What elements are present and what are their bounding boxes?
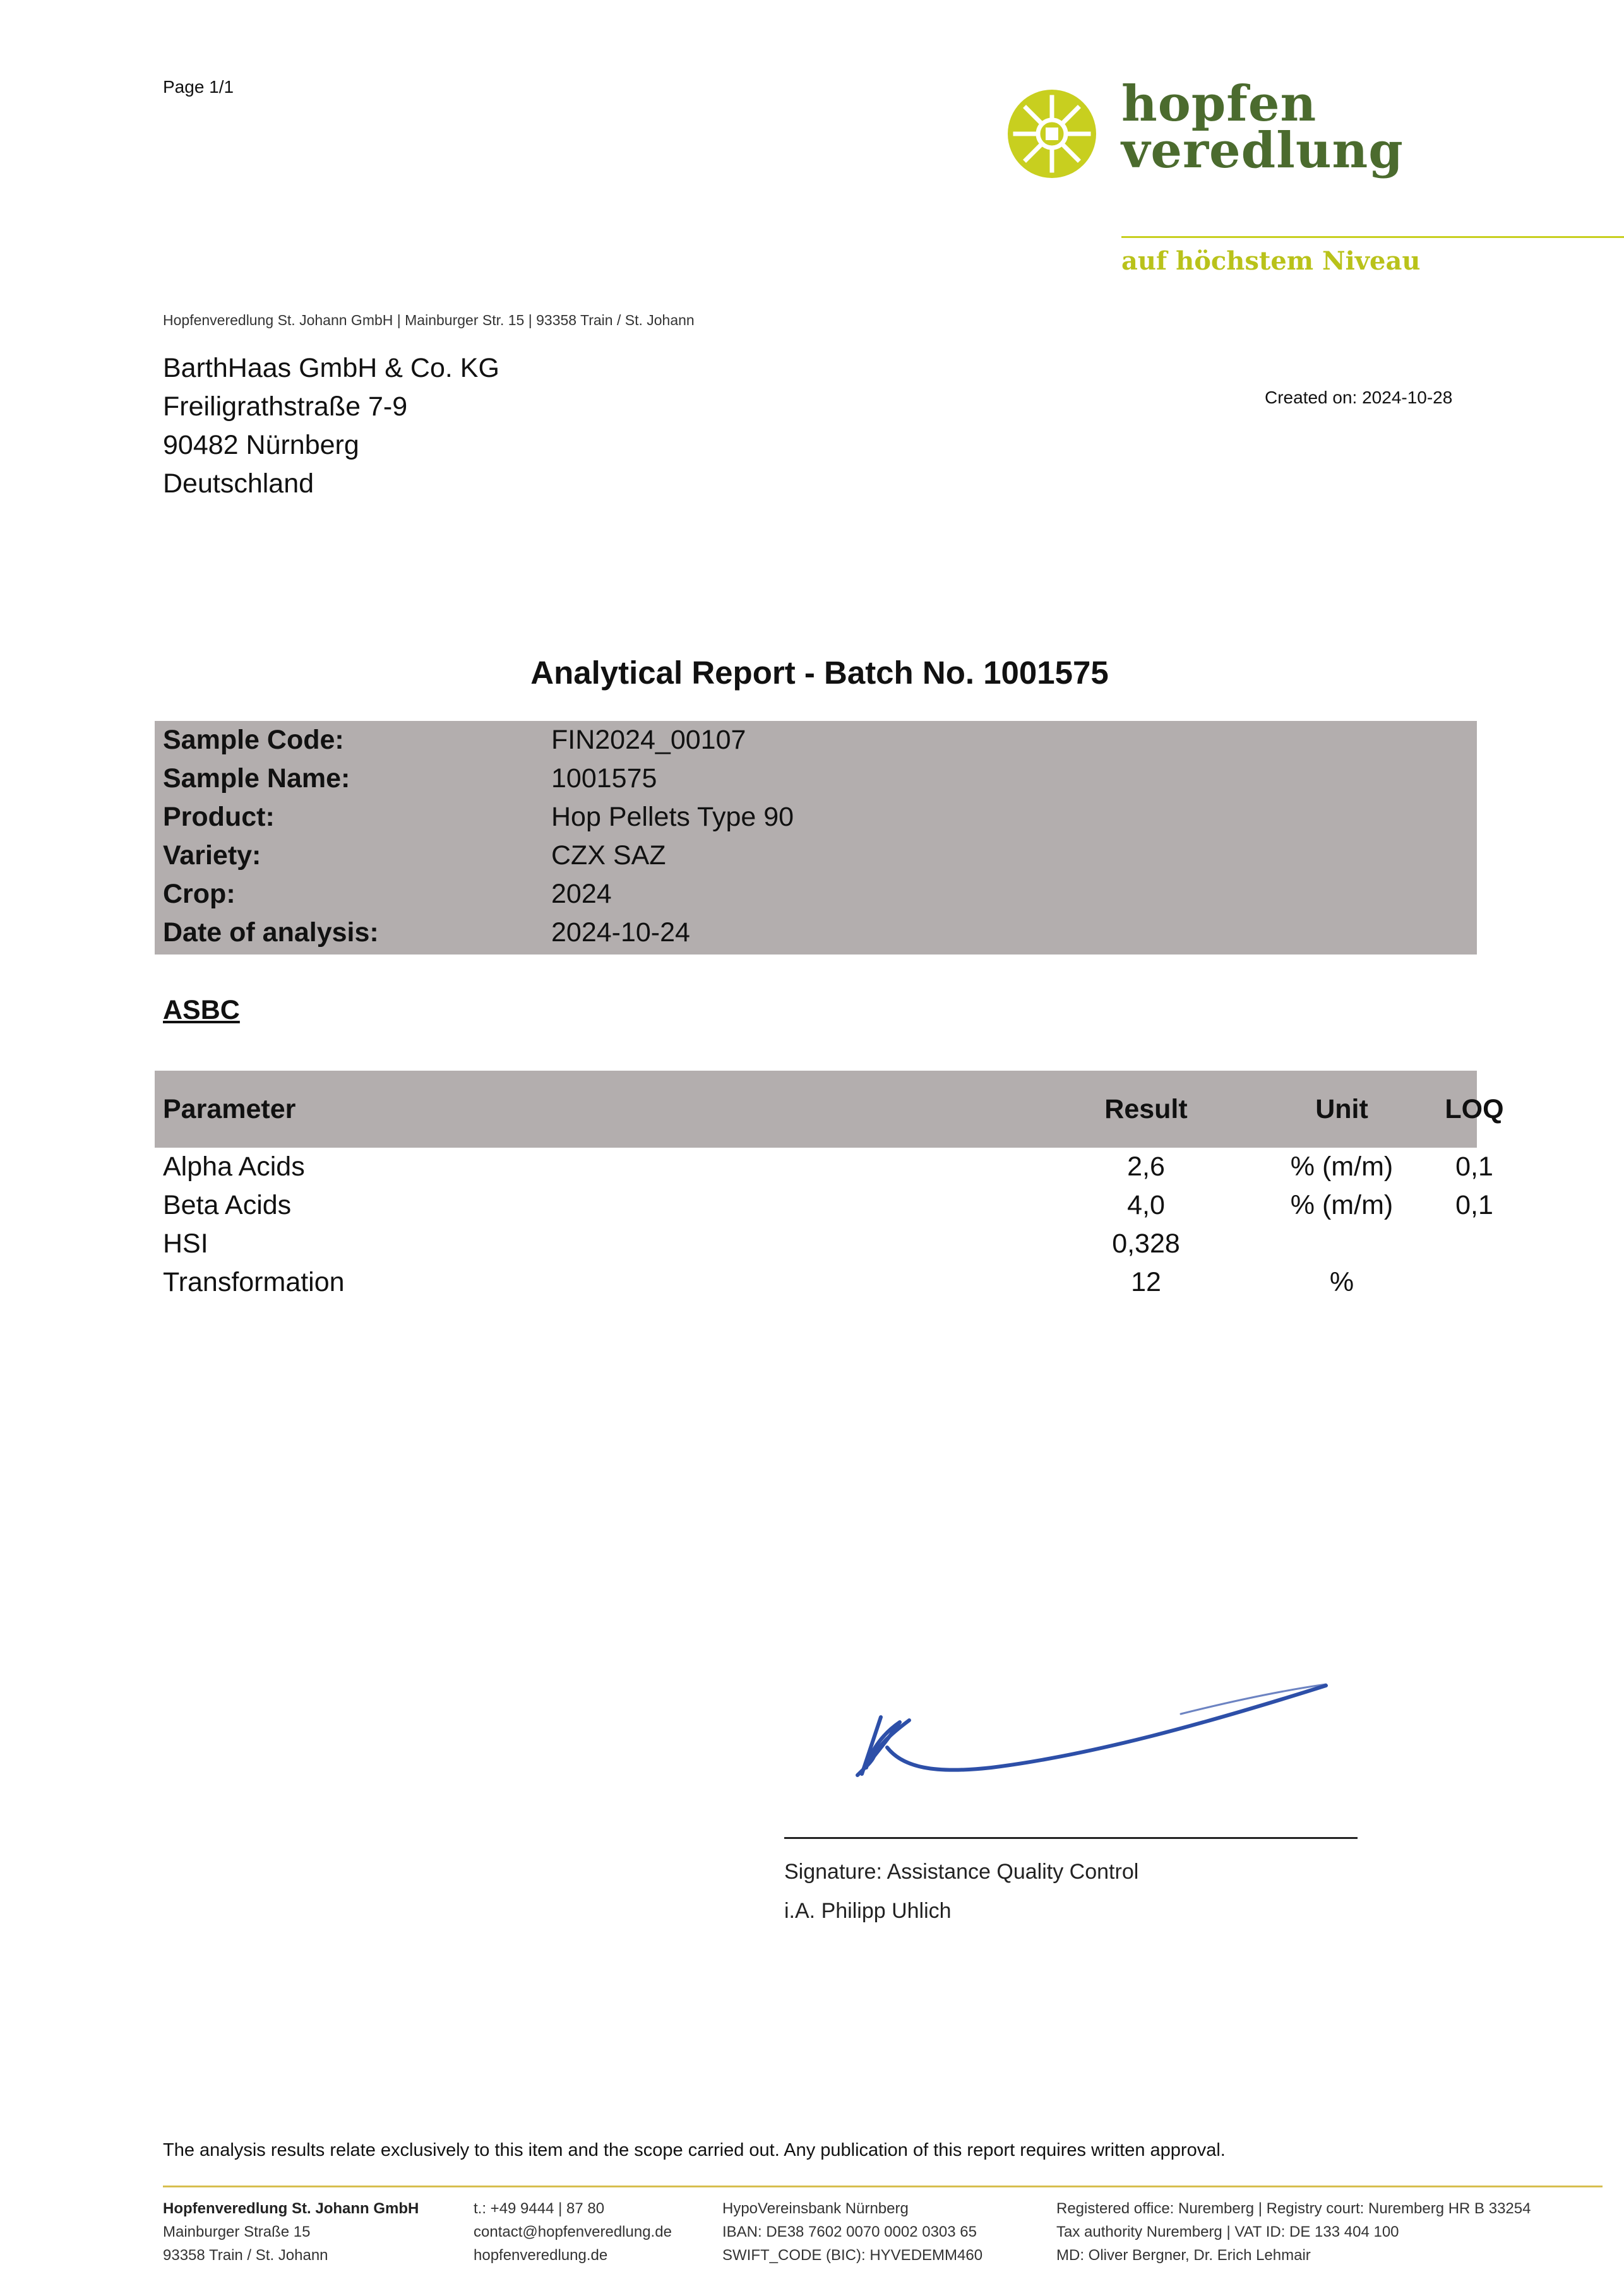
brand-divider [1121,236,1624,238]
footer-bank [722,2197,982,2267]
brand-name-line2: veredlung [1121,122,1404,179]
info-value: FIN2024_00107 [551,725,746,755]
footer-line: Mainburger Straße 15 [163,2223,311,2240]
signature-block [784,1852,1138,1930]
footer-line: hopfenveredlung.de [474,2247,608,2264]
recipient-line: BarthHaas GmbH & Co. KG [163,353,499,383]
info-value: 2024-10-24 [551,917,690,948]
brand-tagline: auf höchstem Niveau [1121,246,1421,276]
footer-line: Hopfenveredlung St. Johann GmbH [163,2200,419,2217]
signatory-name: i.A. Philipp Uhlich [784,1899,952,1923]
cell-unit: % (m/m) [1290,1151,1394,1182]
recipient-line: Deutschland [163,468,314,499]
signature-line [784,1837,1358,1839]
cell-result: 2,6 [1127,1151,1165,1182]
cell-result: 0,328 [1112,1228,1180,1259]
info-label: Sample Name: [163,763,350,794]
results-table-header [155,1071,1504,1148]
footer-line: SWIFT_CODE (BIC): HYVEDEMM460 [722,2247,983,2264]
cell-unit: % [1329,1267,1354,1297]
brand-name-line1: hopfen [1121,75,1317,133]
header-result: Result [1104,1094,1188,1124]
info-value: 1001575 [551,763,657,794]
header-loq: LOQ [1445,1094,1504,1124]
cell-parameter: Alpha Acids [163,1151,305,1182]
results-table-body [155,1148,1493,1302]
footer-line: 93358 Train / St. Johann [163,2247,328,2264]
footer-registry [1056,2197,1531,2267]
brand-name [1121,75,1404,179]
header-unit: Unit [1315,1094,1368,1124]
footer-company [163,2197,419,2267]
sender-address-line: Hopfenveredlung St. Johann GmbH | Mainburger Str. 15 | 93358 Train / St. Johann [163,312,695,328]
footer-line: MD: Oliver Bergner, Dr. Erich Lehmair [1056,2247,1311,2264]
footer-line: HypoVereinsbank Nürnberg [722,2200,909,2217]
recipient-line: Freiligrathstraße 7-9 [163,391,408,422]
info-label: Variety: [163,840,261,871]
cell-loq: 0,1 [1455,1151,1493,1182]
info-value: Hop Pellets Type 90 [551,802,794,832]
signature-label: Signature: Assistance Quality Control [784,1860,1139,1884]
created-date: Created on: 2024-10-28 [1265,388,1453,407]
footer-line: IBAN: DE38 7602 0070 0002 0303 65 [722,2223,977,2240]
footer-line: Registered office: Nuremberg | Registry court: Nuremberg HR B 33254 [1056,2200,1531,2217]
cell-loq: 0,1 [1455,1190,1493,1220]
table-row [155,1225,1477,1263]
footer-contact [474,2197,672,2267]
cell-unit: % (m/m) [1290,1190,1394,1220]
page-number: Page 1/1 [163,77,234,97]
info-label: Sample Code: [163,725,344,755]
footer-divider [163,2186,1603,2187]
recipient-line: 90482 Nürnberg [163,430,359,460]
disclaimer: The analysis results relate exclusively to this item and the scope carried out. Any publication of this report requires written approval. [163,2140,1226,2160]
report-title: Analytical Report - Batch No. 1001575 [530,655,1109,691]
sample-info-box [155,721,1477,955]
table-row [155,1263,1477,1302]
footer-line: t.: +49 9444 | 87 80 [474,2200,605,2217]
cell-parameter: HSI [163,1228,208,1259]
method-heading: ASBC [163,995,240,1025]
recipient-address [163,349,499,503]
info-label: Product: [163,802,275,832]
cell-parameter: Transformation [163,1267,345,1297]
info-value: 2024 [551,879,612,909]
table-row [155,1186,1493,1225]
info-label: Crop: [163,879,236,909]
cell-result: 12 [1131,1267,1161,1297]
info-label: Date of analysis: [163,917,379,948]
handwritten-signature [827,1673,1332,1799]
table-row [155,1148,1493,1186]
footer-line: contact@hopfenveredlung.de [474,2223,672,2240]
info-value: CZX SAZ [551,840,666,871]
cell-result: 4,0 [1127,1190,1165,1220]
hop-star-icon [1006,88,1097,179]
cell-parameter: Beta Acids [163,1190,292,1220]
header-parameter: Parameter [163,1094,296,1124]
footer-line: Tax authority Nuremberg | VAT ID: DE 133 404 100 [1056,2223,1399,2240]
